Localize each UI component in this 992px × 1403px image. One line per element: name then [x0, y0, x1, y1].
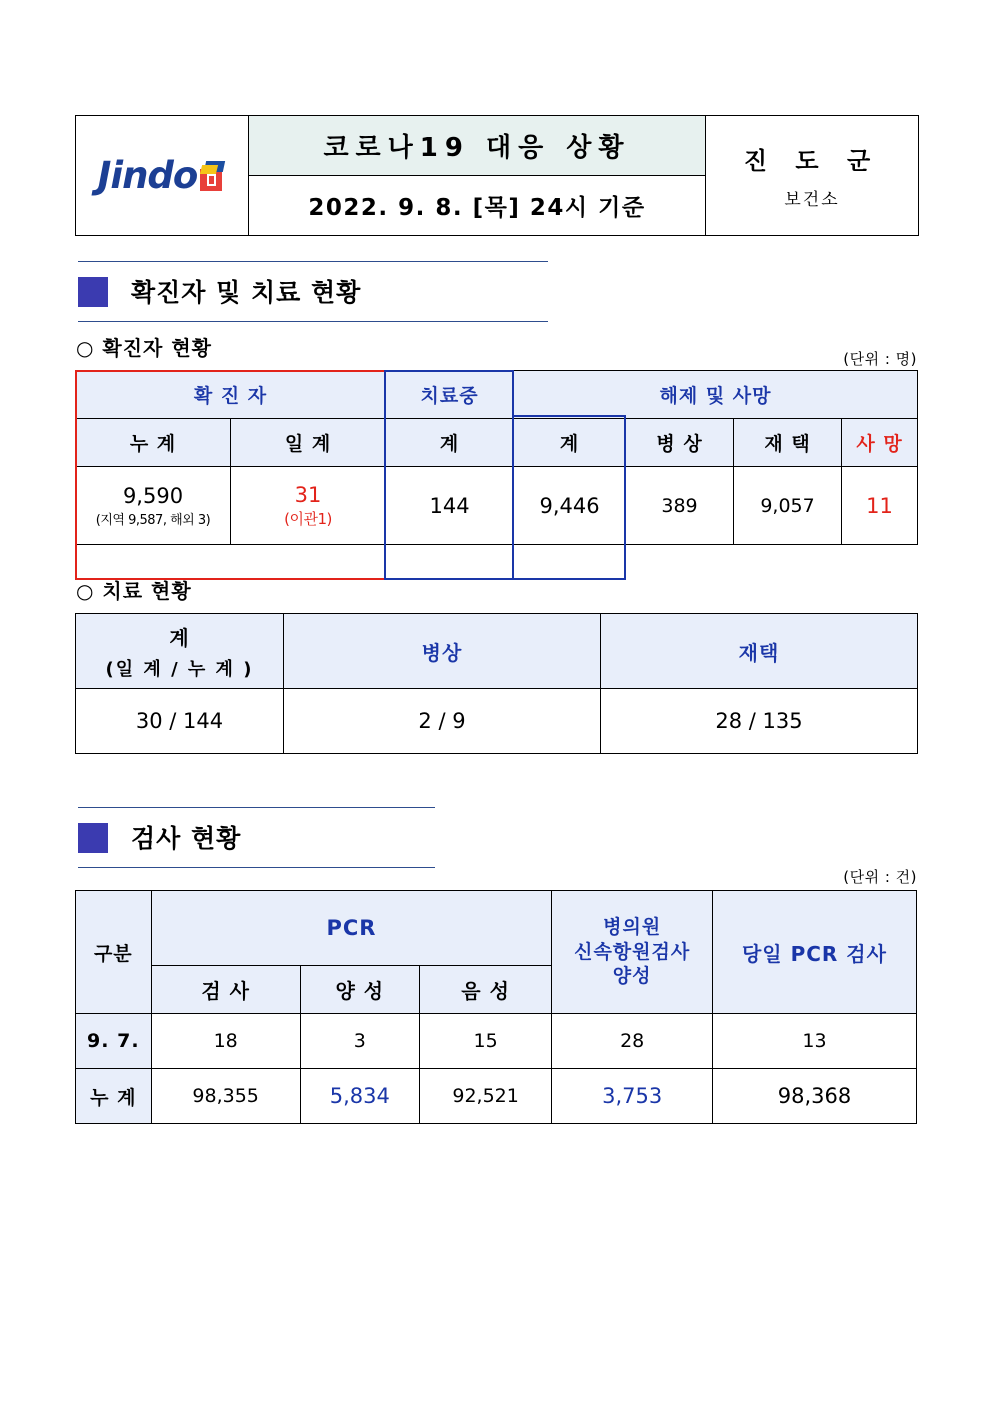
value-pcr-positive-cumulative: 5,834	[300, 1069, 419, 1124]
section-1-heading	[75, 266, 917, 318]
row-label-daily: 9. 7.	[76, 1014, 152, 1069]
header-deaths: 사 망	[842, 419, 918, 467]
report-date: 2022. 9. 8. [목] 24시 기준	[308, 195, 646, 221]
section-2-title: 검사 현황	[131, 824, 242, 853]
header-pcr-group: PCR	[151, 891, 552, 966]
value-released-home: 9,057	[734, 467, 842, 545]
value-treatment-hospital: 2 / 9	[284, 689, 601, 754]
header-gubun: 구분	[76, 891, 152, 1014]
header-treatment-total: 계	[386, 419, 514, 467]
header-clinic-rat-l1: 병의원	[603, 915, 662, 938]
treatment-status-table	[75, 613, 918, 754]
header-clinic-rat-l2: 신속항원검사	[574, 940, 691, 963]
table-header-row	[76, 614, 918, 689]
header-clinic-rat-l3: 양성	[612, 965, 652, 988]
value-treatment-total: 30 / 144	[76, 689, 284, 754]
header-treatment-home: 재택	[601, 614, 918, 689]
value-treatment-home: 28 / 135	[601, 689, 918, 754]
header-confirmed-group: 확 진 자	[76, 371, 386, 419]
document-header	[75, 115, 919, 236]
header-pcr-negative: 음 성	[419, 966, 552, 1014]
value-released-total: 9,446	[514, 467, 626, 545]
value-pcr-positive-daily: 3	[300, 1014, 419, 1069]
section-testing	[75, 812, 917, 1124]
organization-name: 진 도 군	[743, 147, 881, 175]
row-label-cumulative: 누 계	[76, 1069, 152, 1124]
testing-status-table	[75, 890, 917, 1124]
header-clinic-rat-positive	[552, 891, 713, 1014]
section-bullet-square-icon	[78, 823, 108, 853]
document-title-cell	[249, 116, 706, 176]
report-date-cell	[249, 176, 706, 236]
header-treatment-hospital: 병상	[284, 614, 601, 689]
value-pcr-negative-daily: 15	[419, 1014, 552, 1069]
table-header-row-group	[76, 371, 918, 419]
table-row	[76, 1014, 917, 1069]
value-daily: 31	[294, 482, 322, 507]
unit-note-persons: (단위 : 명)	[843, 350, 917, 368]
jindo-flag-logo-icon	[200, 161, 226, 191]
header-released-hospital: 병 상	[626, 419, 734, 467]
confirmed-cases-table	[75, 370, 918, 545]
logo-cell	[76, 116, 249, 236]
header-treatment-total-l1: 계	[169, 625, 190, 650]
value-clinic-rat-positive-daily: 28	[552, 1014, 713, 1069]
header-cumulative: 누 계	[76, 419, 231, 467]
header-pcr-positive: 양 성	[300, 966, 419, 1014]
table-header-row-sub	[76, 419, 918, 467]
header-released-total: 계	[514, 419, 626, 467]
section-bullet-square-icon	[78, 277, 108, 307]
organization-subname: 보건소	[784, 190, 840, 210]
value-same-day-pcr-daily: 13	[712, 1014, 916, 1069]
unit-note-cases: (단위 : 건)	[843, 868, 917, 886]
value-pcr-test-daily: 18	[151, 1014, 300, 1069]
header-daily: 일 계	[231, 419, 386, 467]
value-clinic-rat-positive-cumulative: 3,753	[552, 1069, 713, 1124]
confirmed-table-wrapper	[75, 370, 917, 545]
logo-text: Jindo	[97, 154, 198, 197]
page-title: 코로나19 대응 상황	[323, 133, 631, 163]
cell-daily	[231, 467, 386, 545]
table-row	[76, 689, 918, 754]
value-pcr-test-cumulative: 98,355	[151, 1069, 300, 1124]
header-treatment-total-l2: (일 계 / 누 계 )	[105, 658, 254, 680]
value-pcr-negative-cumulative: 92,521	[419, 1069, 552, 1124]
section-confirmed-and-treatment	[75, 266, 917, 754]
subsection-treatment-status-label: ○ 치료 현황	[76, 579, 192, 603]
section-1-title: 확진자 및 치료 현황	[131, 278, 362, 307]
note-daily-transferred: (이관1)	[284, 509, 332, 528]
value-deaths: 11	[842, 467, 918, 545]
note-cumulative-breakdown: (지역 9,587, 해외 3)	[95, 512, 211, 528]
subsection-confirmed-status-label: ○ 확진자 현황	[76, 336, 212, 360]
organization-cell	[706, 116, 919, 236]
value-released-hospital: 389	[626, 467, 734, 545]
header-treatment-total	[76, 614, 284, 689]
cell-cumulative	[76, 467, 231, 545]
header-released-home: 재 택	[734, 419, 842, 467]
header-same-day-pcr: 당일 PCR 검사	[712, 891, 916, 1014]
value-cumulative: 9,590	[122, 483, 184, 508]
section-2-heading	[75, 812, 917, 864]
header-in-treatment-group: 치료중	[386, 371, 514, 419]
header-released-death-group: 해제 및 사망	[514, 371, 918, 419]
value-same-day-pcr-cumulative: 98,368	[712, 1069, 916, 1124]
table-row	[76, 467, 918, 545]
header-pcr-test: 검 사	[151, 966, 300, 1014]
table-header-row-group	[76, 891, 917, 966]
value-in-treatment: 144	[386, 467, 514, 545]
table-row	[76, 1069, 917, 1124]
